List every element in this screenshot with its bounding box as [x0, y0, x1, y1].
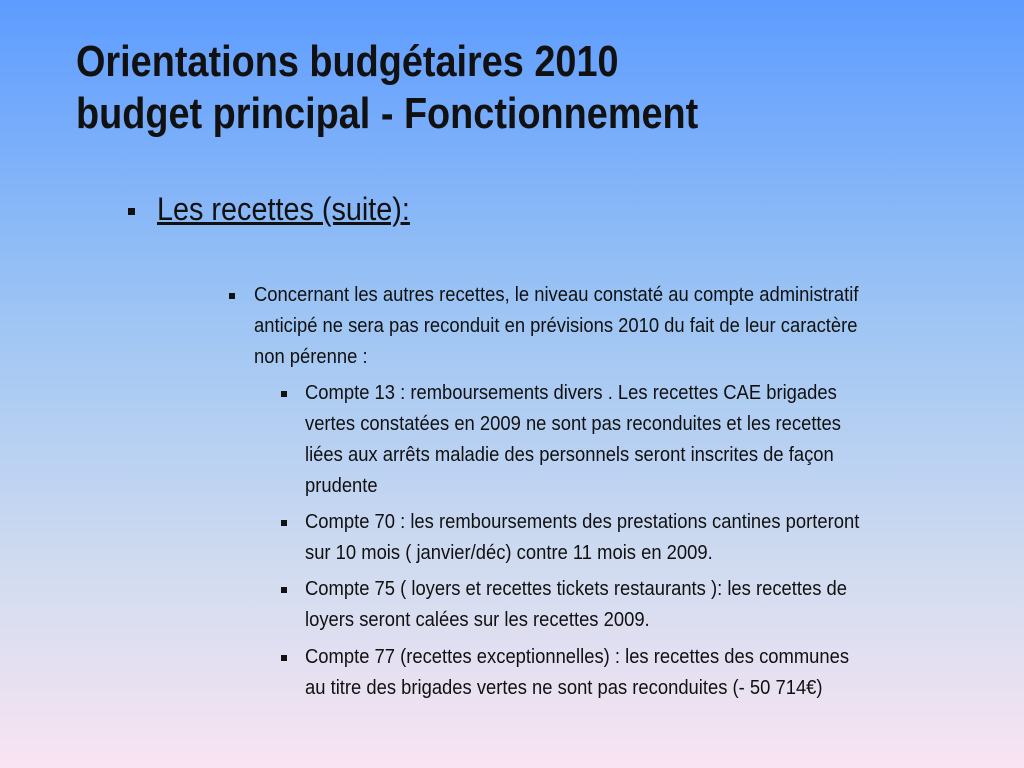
- list-item-line: Compte 77 (recettes exceptionnelles) : les recettes des communes: [305, 646, 850, 668]
- list-item-line: au titre des brigades vertes ne sont pas reconduites (- 50 714€): [305, 677, 823, 699]
- slide-title-line-1: Orientations budgétaires 2010: [76, 37, 619, 86]
- bullet-square-icon: [128, 208, 135, 215]
- bullet-square-icon: [229, 293, 235, 299]
- paragraph-intro: [254, 280, 953, 373]
- bullet-square-icon: [281, 655, 287, 661]
- list-item-line: sur 10 mois ( janvier/déc) contre 11 mois en 2009.: [305, 542, 713, 564]
- list-item-line: Compte 70 : les remboursements des prestations cantines porteront: [305, 511, 860, 533]
- slide-title-line-2: budget principal - Fonctionnement: [76, 89, 699, 138]
- bullet-square-icon: [281, 520, 287, 526]
- paragraph-line: Concernant les autres recettes, le niveau constaté au compte administratif: [254, 284, 859, 306]
- list-item-compte-75: [305, 574, 949, 636]
- section-heading: Les recettes (suite):: [157, 191, 410, 227]
- paragraph-line: anticipé ne sera pas reconduit en prévisions 2010 du fait de leur caractère: [254, 315, 858, 337]
- bullet-square-icon: [281, 391, 287, 397]
- list-item-line: liées aux arrêts maladie des personnels seront inscrites de façon: [305, 444, 834, 466]
- list-item-line: vertes constatées en 2009 ne sont pas reconduites et les recettes: [305, 413, 841, 435]
- list-item-line: loyers seront calées sur les recettes 2009.: [305, 609, 650, 631]
- list-item-line: prudente: [305, 475, 378, 497]
- paragraph-line: non pérenne :: [254, 346, 368, 368]
- slide-title: [76, 36, 867, 140]
- list-item-line: Compte 13 : remboursements divers . Les recettes CAE brigades: [305, 382, 837, 404]
- list-item-compte-70: [305, 507, 949, 569]
- list-item-compte-13: [305, 378, 949, 502]
- list-item-compte-77: [305, 642, 949, 704]
- bullet-square-icon: [281, 587, 287, 593]
- list-item-line: Compte 75 ( loyers et recettes tickets restaurants ): les recettes de: [305, 578, 848, 600]
